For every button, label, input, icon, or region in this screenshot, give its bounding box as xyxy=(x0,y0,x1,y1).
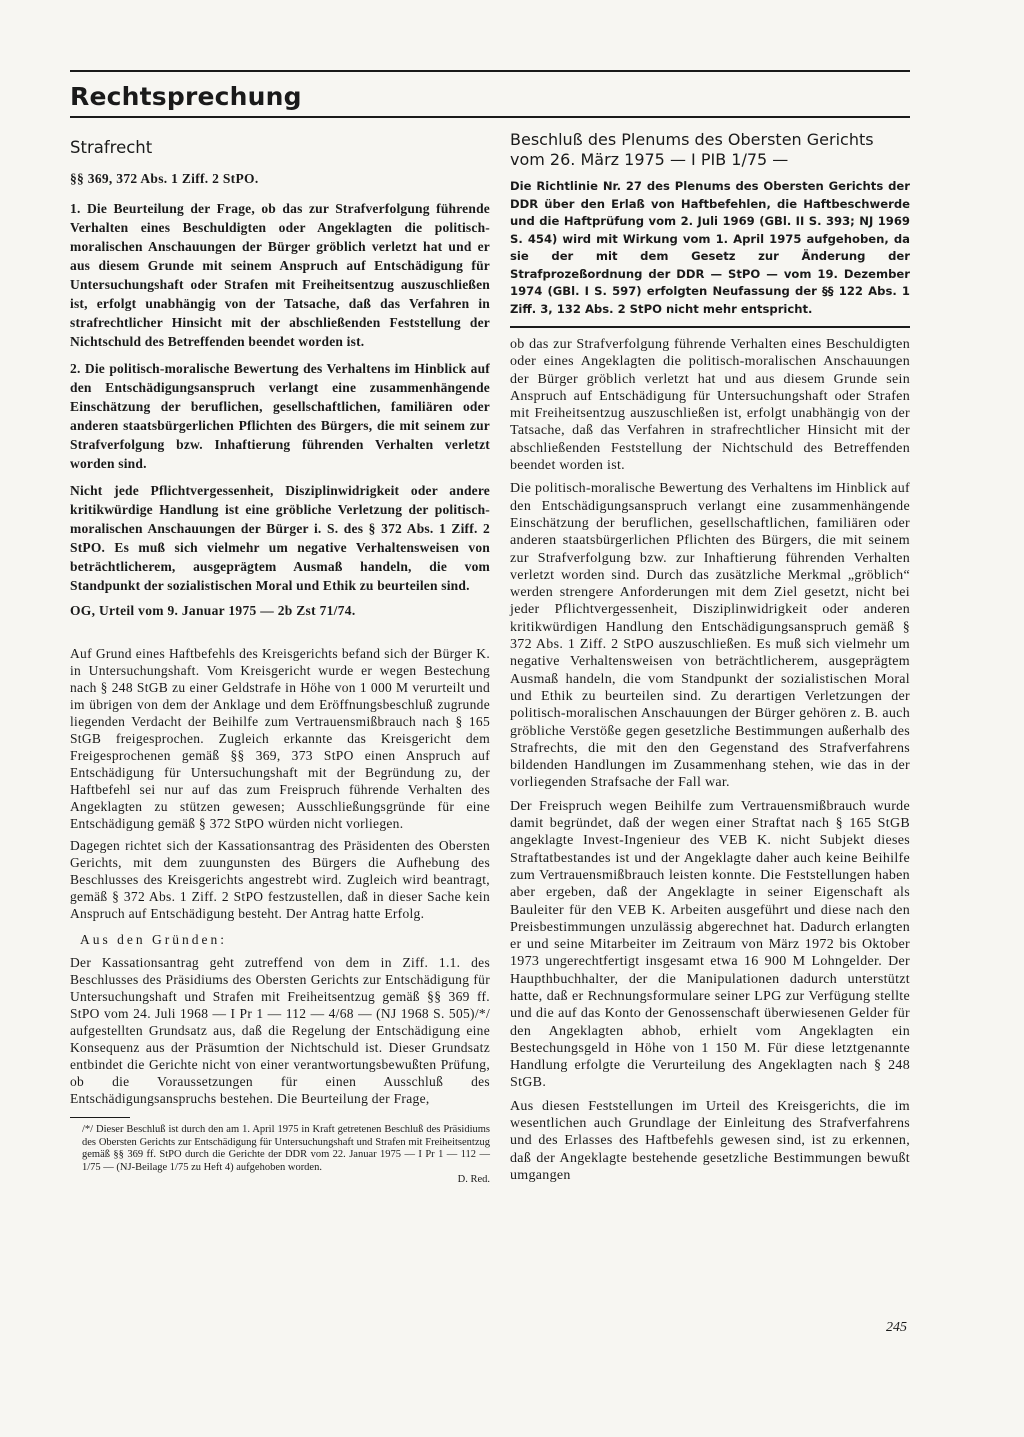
plenum-lead: Die Richtlinie Nr. 27 des Plenums des Obersten Gerichts der DDR über den Erlaß von Haftbefehlen, die Haftbeschwerde und die Haftprüfung vom 2. Juli 1969 (GBl. II S. 393; NJ 1969 S. 454) wird mit Wirkung vom 1. April 1975 aufgehoben, da sie der mit dem Gesetz zur Änderung der Strafprozeßordnung der DDR — StPO — vom 19. Dezember 1974 (GBl. I S. 597) erfolgten Neufassung der §§ 122 Abs. 1 Ziff. 3, 132 Abs. 2 StPO nicht mehr entspricht. xyxy=(510,179,910,316)
headnote-2: 2. Die politisch-moralische Bewertung des Verhaltens im Hinblick auf den Entschädigungsanspruch verlangt eine zusammenhängende Einschätzung der beruflichen, gesellschaftlichen, familiären oder anderen staatsbürgerlichen Pflichten des Bürgers, die mit seinem zur Strafverfolgung bzw. Inhaftierung führenden Verhalten verletzt worden sind. xyxy=(70,361,490,471)
section-title: Rechtsprechung xyxy=(70,82,302,111)
sub-heading: Strafrecht xyxy=(70,138,153,157)
body-paragraph: Der Kassationsantrag geht zutreffend von dem in Ziff. 1.1. des Beschlusses des Präsidiums des Obersten Gerichts zur Entschädigung für Untersuchungshaft und Strafen mit Freiheitsentzug gemäß §§ 369 ff. StPO vom 24. Juli 1968 — I Pr 1 — 112 — 4/68 — (NJ 1968 S. 505)/*/ aufgestellten Grundsatz aus, daß die Regelung der Entschädigung eine Konsequenz aus der Präsumtion der Nichtschuld ist. Dieser Grundsatz entbindet die Gerichte nicht von einer verantwortungsbewußten Prüfung, ob die Voraussetzungen für einen Ausschluß des Entschädigungsanspruchs bestehen. Die Beurteilung der Frage, xyxy=(70,955,490,1106)
grounds-heading: Aus den Gründen: xyxy=(80,932,227,947)
body-paragraph: Auf Grund eines Haftbefehls des Kreisgerichts befand sich der Bürger K. in Untersuchungshaft. Vom Kreisgericht wurde er wegen Bestechung nach § 248 StGB zu einer Geldstrafe in Höhe von 1 000 M verurteilt und im übrigen von dem der Anklage und dem Eröffnungsbeschluß zugrunde liegenden Verdacht der Beihilfe zum Vertrauensmißbrauch nach § 165 StGB freigesprochen. Zugleich erkannte das Kreisgericht dem Freigesprochenen gemäß §§ 369, 373 StPO einen Anspruch auf Entschädigung für Untersuchungshaft mit der Begründung zu, der Haftbefehl sei nur auf das zum Freispruch führende Verhalten des Angeklagten zu stützen gewesen; Ausschließungsgründe für eine Entschädigung gemäß § 372 StPO würden nicht vorliegen. xyxy=(70,646,490,831)
page-number: 245 xyxy=(886,1320,907,1335)
footnote: /*/ Dieser Beschluß ist durch den am 1. April 1975 in Kraft getretenen Beschluß des Präsidiums des Obersten Gerichts zur Entschädigung für Untersuchungshaft und Strafen mit Freiheitsentzug gemäß §§ 369 ff. StPO durch die Gerichte der DDR vom 22. Januar 1975 — I Pr 1 — 112 — 1/75 — (NJ-Beilage 1/75 zu Heft 4) aufgehoben worden. xyxy=(82,1124,490,1173)
body-paragraph: Die politisch-moralische Bewertung des Verhaltens im Hinblick auf den Entschädigungsanspruch verlangt eine zusammenhängende Einschätzung der beruflichen, gesellschaftlichen, familiären oder anderen staatsbürgerlichen Pflichten des Bürgers, die mit seinem zur Strafverfolgung bzw. zur Inhaftierung führenden Verhalten verletzt worden sind. Durch das zusätzliche Merkmal „gröblich“ werden strengere Anforderungen mit dem Ziel gesetzt, nicht bei jeder Pflichtvergessenheit, Disziplinwidrigkeit oder anderen kritikwürdigen Handlung den Entschädigungsanspruch gemäß § 372 Abs. 1 Ziff. 2 StPO auszuschließen. Es muß sich vielmehr um negative Verhaltensweisen von beträchtlicherem, ausgeprägtem Ausmaß handeln, die vom Standpunkt der sozialistischen Moral und Ethik zu beurteilen sind. Zu derartigen Verletzungen der politisch-moralischen Anschauungen der Bürger gehören z. B. auch gröbliche Verstöße gegen gesetzliche Bestimmungen außerhalb des Strafrechts, die mit den den Gegenstand des Strafverfahrens bildenden Handlungen im Zusammenhang stehen, wie das in der vorliegenden Strafsache der Fall war. xyxy=(510,481,910,791)
top-rule xyxy=(70,70,910,72)
headnote-1: 1. Die Beurteilung der Frage, ob das zur Strafverfolgung führende Verhalten eines Beschuldigten oder Angeklagten die politisch-moralischen Anschauungen der Bürger gröblich verletzt hat und er aus diesem Grunde mit seinem Anspruch auf Entschädigung für Untersuchungshaft oder Strafen mit Freiheitsentzug auszuschließen ist, erfolgt unabhängig von der Tatsache, daß das Verfahren in strafrechtlicher Hinsicht mit der abschließenden Feststellung der Nichtschuld des Betreffenden beendet worden ist. xyxy=(70,201,490,349)
body-paragraph: Dagegen richtet sich der Kassationsantrag des Präsidenten des Obersten Gerichts, mit dem zuungunsten des Bürgers die Aufhebung des Beschlusses des Kreisgerichts angestrebt wird. Zugleich wird beantragt, gemäß § 372 Abs. 1 Ziff. 2 StPO festzustellen, daß in dieser Sache kein Anspruch auf Entschädigung besteht. Der Antrag hatte Erfolg. xyxy=(70,838,490,921)
title-rule xyxy=(70,116,910,118)
footnote-rule xyxy=(70,1117,130,1118)
right-column xyxy=(510,130,910,1190)
plenum-heading: Beschluß des Plenums des Obersten Gerichts vom 26. März 1975 — I PIB 1/75 — xyxy=(510,130,874,169)
norm-reference: §§ 369, 372 Abs. 1 Ziff. 2 StPO. xyxy=(70,171,259,186)
footnote-signature: D. Red. xyxy=(457,1174,490,1185)
court-reference: OG, Urteil vom 9. Januar 1975 — 2b Zst 71/74. xyxy=(70,603,356,618)
body-paragraph: ob das zur Strafverfolgung führende Verhalten eines Beschuldigten oder eines Angeklagten die politisch-moralischen Anschauungen der Bürger gröblich verletzt hat und aus diesem Grunde sein Anspruch auf Entschädigung für Untersuchungshaft oder Strafen mit Freiheitsentzug auszuschließen ist, erfolgt unabhängig von der Tatsache, daß das Verfahren in strafrechtlicher Hinsicht mit der abschließenden Feststellung der Nichtschuld des Betreffenden beendet worden ist. xyxy=(510,337,910,474)
body-paragraph: Der Freispruch wegen Beihilfe zum Vertrauensmißbrauch wurde damit begründet, daß der wegen einer Straftat nach § 165 StGB angeklagte Invest-Ingenieur des VEB K. nicht Subjekt dieses Straftatbestandes ist und der Angeklagte daher auch keine Beihilfe zum Vertrauensmißbrauch leisten konnte. Die Feststellungen haben aber ergeben, daß der Angeklagte in seiner Eigenschaft als Bauleiter für den VEB K. Arbeiten ausgeführt und diese nach den Preisbestimmungen unzulässig abgerechnet hat. Dadurch erlangten er und seine Mitarbeiter im Zeitraum von März 1972 bis Oktober 1973 ungerechtfertigt insgesamt etwa 16 900 M Lohngelder. Der Haupthbuchhalter, der die Manipulationen dadurch unterstützt hatte, daß er Rechnungsformulare seiner LPG zur Verfügung stellte und die auf das Konto der Genossenschaft überwiesenen Gelder für den Angeklagten abhob, erhielt vom Angeklagten ein Bestechungsgeld in Höhe von 1 150 M. Für diese letztgenannte Handlung erfolgte die Verurteilung des Angeklagten nach § 248 StGB. xyxy=(510,798,910,1091)
headnote-3: Nicht jede Pflichtvergessenheit, Disziplinwidrigkeit oder andere kritikwürdige Handlung ist eine gröbliche Verletzung der politisch-moralischen Anschauungen der Bürger i. S. des § 372 Abs. 1 Ziff. 2 StPO. Es muß sich vielmehr um negative Verhaltensweisen von beträchtlicherem, ausgeprägtem Ausmaß handeln, die vom Standpunkt der sozialistischen Moral und Ethik zu beurteilen sind. xyxy=(70,483,490,593)
plenum-rule xyxy=(510,326,910,328)
body-paragraph: Aus diesen Feststellungen im Urteil des Kreisgerichts, die im wesentlichen auch Grundlage der Einleitung des Strafverfahrens und des Erlasses des Haftbefehls gewesen sind, ist zu erkennen, daß der Angeklagte bestehende gesetzliche Bestimmungen bewußt umgangen xyxy=(510,1098,910,1183)
left-column xyxy=(70,138,490,1185)
